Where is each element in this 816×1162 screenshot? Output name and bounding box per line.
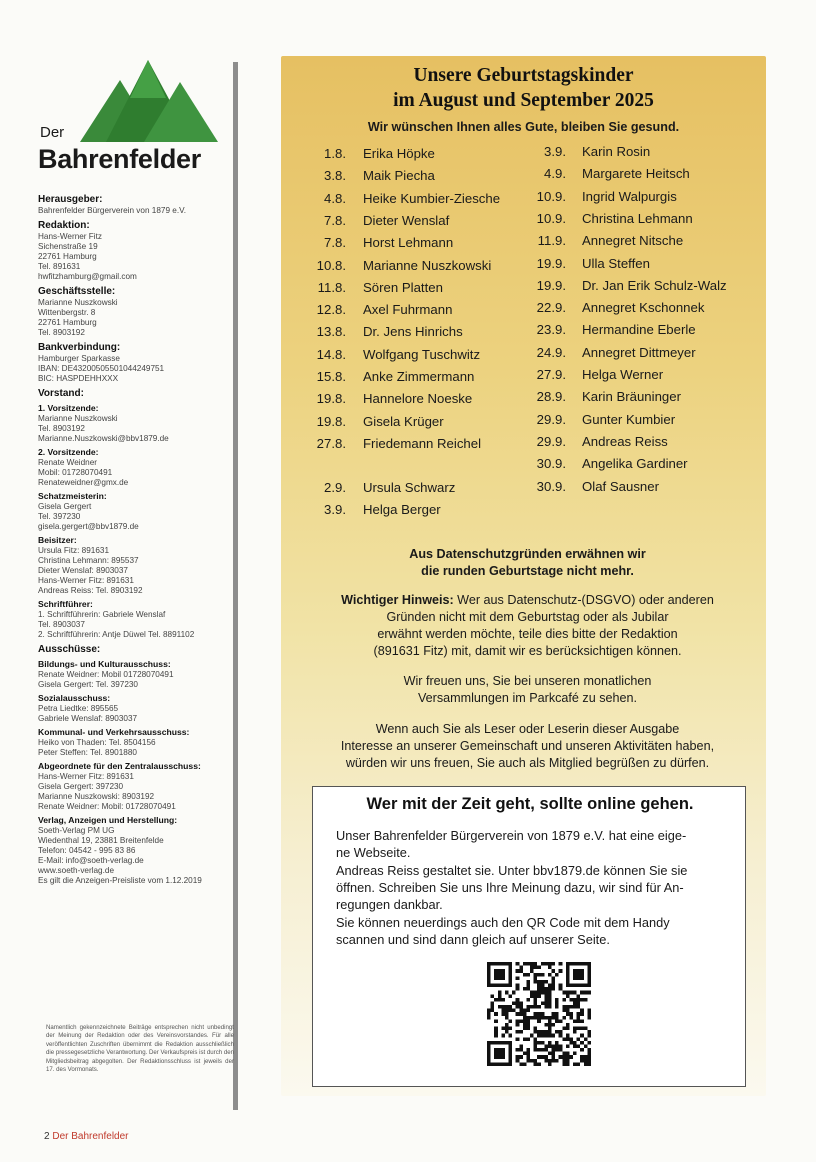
birthday-entry xyxy=(304,435,482,451)
birthday-name: Anke Zimmermann xyxy=(363,369,475,384)
birthday-name: Karin Bräuninger xyxy=(582,389,681,405)
meeting-line-2: Versammlungen im Parkcafé zu sehen. xyxy=(417,691,638,705)
impressum-line: E-Mail: info@soeth-verlag.de xyxy=(38,856,144,865)
birthday-entry xyxy=(524,233,684,249)
footer-title: Der Bahrenfelder xyxy=(52,1131,129,1142)
impressum-line: Marianne.Nuszkowski@bbv1879.de xyxy=(38,434,169,443)
impressum-heading: Verlag, Anzeigen und Herstellung: xyxy=(38,815,178,825)
online-text-line: ne Webseite. xyxy=(336,845,411,861)
privacy-notice xyxy=(305,546,750,580)
birthday-name: Axel Fuhrmann xyxy=(363,302,453,318)
birthday-wish: Wir wünschen Ihnen alles Gute, bleiben Sie gesund. xyxy=(367,120,680,134)
birthday-entry xyxy=(304,413,444,429)
birthday-entry xyxy=(524,367,664,382)
online-text-line: Andreas Reiss gestaltet sie. Unter bbv1879.de können Sie sie xyxy=(336,862,688,878)
birthday-entry xyxy=(304,168,435,184)
birthday-name: Helga Berger xyxy=(363,502,441,518)
birthday-name: Marianne Nuszkowski xyxy=(363,257,492,273)
online-text-line: scannen und sind dann gleich auf unserer Seite. xyxy=(336,931,610,947)
birthday-date: 22.9. xyxy=(536,300,566,316)
important-hint xyxy=(305,592,750,660)
birthday-entry xyxy=(304,324,463,340)
birthday-date: 23.9. xyxy=(536,322,566,338)
impressum-line: Wittenbergstr. 8 xyxy=(38,308,96,317)
impressum-line: Tel. 8903192 xyxy=(38,424,85,433)
birthday-title-line-2: im August und September 2025 xyxy=(393,90,654,111)
logo-prefix: Der xyxy=(40,124,65,141)
impressum-line: Hans-Werner Fitz xyxy=(38,232,102,241)
birthday-entry xyxy=(304,480,456,495)
birthday-entry xyxy=(524,456,688,472)
birthday-entry xyxy=(304,369,475,384)
impressum-heading: Abgeordnete für den Zentralausschuss: xyxy=(38,761,201,771)
fir-trees-icon xyxy=(80,58,220,150)
impressum-line: Marianne Nuszkowski xyxy=(38,414,118,423)
impressum-line: Es gilt die Anzeigen-Preisliste vom 1.12.2019 xyxy=(38,876,202,885)
birthday-name: Annegret Dittmeyer xyxy=(582,344,696,360)
impressum-heading: Schatzmeisterin: xyxy=(38,491,107,501)
birthday-entry xyxy=(524,166,690,182)
birthday-entry xyxy=(524,255,650,271)
birthday-name: Gunter Kumbier xyxy=(582,411,676,427)
impressum-heading: Geschäftsstelle: xyxy=(38,286,116,297)
birthday-date: 3.9. xyxy=(544,144,566,159)
birthday-name: Dr. Jan Erik Schulz-Walz xyxy=(582,277,727,293)
column-divider xyxy=(233,62,238,1110)
impressum-line: IBAN: DE43200505501044249751 xyxy=(38,364,165,373)
impressum-line: Renateweidner@gmx.de xyxy=(38,478,129,487)
impressum-line: 22761 Hamburg xyxy=(38,252,97,261)
birthday-date: 7.8. xyxy=(324,212,346,228)
impressum-line: Hans-Werner Fitz: 891631 xyxy=(38,576,134,585)
birthday-name: Hannelore Noeske xyxy=(363,391,473,407)
impressum-line: Gisela Gergert: 397230 xyxy=(38,782,124,791)
birthday-date: 30.9. xyxy=(536,478,566,494)
meeting-notice xyxy=(305,673,750,707)
online-text-line: öffnen. Schreiben Sie uns Ihre Meinung dazu, wir sind für An- xyxy=(336,879,684,895)
birthday-name: Hermandine Eberle xyxy=(582,322,696,338)
birthday-name: Olaf Sausner xyxy=(582,478,659,494)
impressum-heading: Redaktion: xyxy=(38,220,90,231)
birthday-date: 19.8. xyxy=(316,413,346,429)
birthday-date: 29.9. xyxy=(536,411,566,427)
impressum-line: Renate Weidner: Mobil: 01728070491 xyxy=(38,802,176,811)
impressum-line: Marianne Nuszkowski: 8903192 xyxy=(38,792,155,801)
membership-line-3: würden wir uns freuen, Sie auch als Mitglied begrüßen zu dürfen. xyxy=(345,756,710,770)
birthday-entry xyxy=(524,300,705,316)
birthday-name: Annegret Kschonnek xyxy=(582,300,705,316)
disclaimer-note: Namentlich gekennzeichnete Beiträge entsprechen nicht unbedingt der Meinung der Redaktion oder des Vereinsvorstandes. Für alle veröffentlichten Zuschriften übernimmt die Redaktion ausschließlich die pressegesetzliche Verantwortung. Der Verkaufspreis ist durch den Mitgliedsbeitrag abgegolten. Der Redaktionsschluss ist jeweils der 17. des Vormonats. xyxy=(46,1024,234,1074)
page-footer xyxy=(44,1131,129,1142)
birthday-name: Christina Lehmann xyxy=(582,210,693,226)
birthday-entry xyxy=(304,502,441,518)
impressum-line: 22761 Hamburg xyxy=(38,318,97,327)
birthday-title xyxy=(281,63,766,113)
page-number: 2 xyxy=(44,1131,50,1142)
birthday-name: Helga Werner xyxy=(582,367,664,382)
birthday-name: Dr. Jens Hinrichs xyxy=(363,324,463,340)
birthday-date: 10.9. xyxy=(536,188,566,204)
impressum-heading: Sozialausschuss: xyxy=(38,693,111,703)
birthday-date: 29.9. xyxy=(536,433,566,449)
birthday-name: Dieter Wenslaf xyxy=(363,212,450,228)
birthday-date: 4.8. xyxy=(324,190,346,206)
birthday-name: Maik Piecha xyxy=(363,168,435,184)
online-box xyxy=(312,786,746,1087)
impressum-line: www.soeth-verlag.de xyxy=(38,866,114,875)
birthday-date: 3.9. xyxy=(324,502,346,518)
impressum-line: Sichenstraße 19 xyxy=(38,242,98,251)
impressum-line: hwfitzhamburg@gmail.com xyxy=(38,272,137,281)
impressum xyxy=(38,190,230,886)
birthday-name: Ingrid Walpurgis xyxy=(582,188,677,204)
impressum-line: Andreas Reiss: Tel. 8903192 xyxy=(38,586,143,595)
birthday-date: 12.8. xyxy=(316,302,346,318)
impressum-line: Bahrenfelder Bürgerverein von 1879 e.V. xyxy=(38,206,187,215)
birthday-entry xyxy=(524,144,651,159)
hint-line-4: (891631 Fitz) mit, damit wir es berücksichtigen können. xyxy=(373,644,682,658)
birthday-date: 30.9. xyxy=(536,456,566,472)
impressum-line: Dieter Wenslaf: 8903037 xyxy=(38,566,128,575)
birthday-name: Sören Platten xyxy=(363,279,443,295)
hint-label: Wichtiger Hinweis: xyxy=(341,593,454,607)
birthday-name: Andreas Reiss xyxy=(582,433,668,449)
impressum-line: Christina Lehmann: 895537 xyxy=(38,556,139,565)
birthday-entry xyxy=(524,433,668,449)
impressum-line: Wiedenthal 19, 23881 Breitenfelde xyxy=(38,836,164,845)
birthday-date: 14.8. xyxy=(316,346,346,362)
privacy-line-1: Aus Datenschutzgründen erwähnen wir xyxy=(409,547,646,561)
privacy-line-2: die runden Geburtstage nicht mehr. xyxy=(421,564,634,578)
impressum-line: 2. Schriftführerin: Antje Düwel Tel. 8891102 xyxy=(38,630,195,639)
impressum-line: Renate Weidner: Mobil 01728070491 xyxy=(38,670,174,679)
birthday-entry xyxy=(524,389,681,405)
meeting-line-1: Wir freuen uns, Sie bei unseren monatlichen xyxy=(403,674,652,688)
birthday-entry xyxy=(304,279,443,295)
impressum-line: Mobil: 01728070491 xyxy=(38,468,113,477)
impressum-heading: Beisitzer: xyxy=(38,535,77,545)
impressum-line: Heiko von Thaden: Tel. 8504156 xyxy=(38,738,156,747)
impressum-line: BIC: HASPDEHHXXX xyxy=(38,374,119,383)
birthday-entry xyxy=(524,188,677,204)
impressum-heading: 1. Vorsitzende: xyxy=(38,403,99,413)
birthday-date: 28.9. xyxy=(536,389,566,405)
birthday-name: Heike Kumbier-Ziesche xyxy=(363,190,501,206)
birthday-entry xyxy=(304,146,435,161)
impressum-heading: Kommunal- und Verkehrsausschuss: xyxy=(38,727,190,737)
birthday-name: Horst Lehmann xyxy=(363,235,454,251)
membership-line-2: Interesse an unserer Gemeinschaft und unseren Aktivitäten haben, xyxy=(340,739,715,753)
impressum-heading: Ausschüsse: xyxy=(38,644,101,655)
birthday-date: 15.8. xyxy=(316,369,346,384)
birthday-date: 4.9. xyxy=(544,166,566,182)
birthday-date: 7.8. xyxy=(324,235,346,251)
birthday-date: 19.8. xyxy=(316,391,346,407)
qr-code-icon[interactable] xyxy=(487,962,591,1066)
impressum-line: Peter Steffen: Tel. 8901880 xyxy=(38,748,137,757)
hint-line-3: erwähnt werden möchte, teile dies bitte der Redaktion xyxy=(377,627,678,641)
birthday-entry xyxy=(304,257,492,273)
birthday-date: 11.8. xyxy=(317,279,346,295)
birthday-entry xyxy=(304,235,454,251)
impressum-heading: Schriftführer: xyxy=(38,599,93,609)
birthday-date: 19.9. xyxy=(536,277,566,293)
online-text-line: regungen dankbar. xyxy=(336,897,443,913)
birthday-name: Angelika Gardiner xyxy=(582,456,688,472)
impressum-line: gisela.gergert@bbv1879.de xyxy=(38,522,139,531)
hint-line-2: Gründen nicht mit dem Geburtstag oder als Jubilar xyxy=(386,610,669,624)
impressum-line: Petra Liedtke: 895565 xyxy=(38,704,119,713)
birthday-entry xyxy=(304,346,481,362)
birthday-entry xyxy=(524,210,693,226)
impressum-line: Tel. 397230 xyxy=(38,512,81,521)
membership-notice xyxy=(296,721,759,772)
impressum-line: 1. Schriftführerin: Gabriele Wenslaf xyxy=(38,610,166,619)
impressum-line: Marianne Nuszkowski xyxy=(38,298,118,307)
birthday-name: Karin Rosin xyxy=(582,144,651,159)
birthday-entry xyxy=(304,190,501,206)
birthday-entry xyxy=(524,478,659,494)
birthday-entry xyxy=(524,411,676,427)
impressum-heading: Herausgeber: xyxy=(38,194,103,205)
birthday-date: 13.8. xyxy=(316,324,346,340)
birthday-entry xyxy=(524,344,696,360)
impressum-line: Tel. 8903192 xyxy=(38,328,85,337)
birthday-date: 27.9. xyxy=(536,367,566,382)
birthday-date: 10.8. xyxy=(316,257,346,273)
impressum-heading: Bankverbindung: xyxy=(38,342,121,353)
birthday-name: Annegret Nitsche xyxy=(582,233,684,249)
impressum-heading: Vorstand: xyxy=(38,388,84,399)
logo-name: Bahrenfelder xyxy=(38,144,201,174)
impressum-line: Gabriele Wenslaf: 8903037 xyxy=(38,714,138,723)
hint-line-1: Wer aus Datenschutz-(DSGVO) oder anderen xyxy=(453,593,714,607)
birthday-title-line-1: Unsere Geburtstagskinder xyxy=(413,65,634,86)
birthday-entry xyxy=(524,322,696,338)
birthday-date: 24.9. xyxy=(536,344,566,360)
impressum-line: Soeth-Verlag PM UG xyxy=(38,826,115,835)
membership-line-1: Wenn auch Sie als Leser oder Leserin dieser Ausgabe xyxy=(375,722,680,736)
online-text-line: Sie können neuerdings auch den QR Code mit dem Handy xyxy=(336,914,670,930)
birthday-name: Friedemann Reichel xyxy=(363,435,482,451)
birthday-name: Gisela Krüger xyxy=(363,413,444,429)
online-text-line: Unser Bahrenfelder Bürgerverein von 1879 e.V. hat eine eige- xyxy=(336,828,687,843)
impressum-line: Gisela Gergert: Tel. 397230 xyxy=(38,680,138,689)
birthday-name: Ursula Schwarz xyxy=(363,480,456,495)
impressum-heading: 2. Vorsitzende: xyxy=(38,447,99,457)
birthday-entry xyxy=(304,302,453,318)
birthday-date: 19.9. xyxy=(536,255,566,271)
impressum-line: Telefon: 04542 - 995 83 86 xyxy=(38,846,136,855)
impressum-line: Gisela Gergert xyxy=(38,502,92,511)
impressum-heading: Bildungs- und Kulturausschuss: xyxy=(38,659,171,669)
birthday-date: 10.9. xyxy=(536,210,566,226)
impressum-line: Renate Weidner xyxy=(38,458,98,467)
birthday-entry xyxy=(304,391,473,407)
birthday-name: Erika Höpke xyxy=(363,146,435,161)
masthead-logo xyxy=(36,58,236,176)
impressum-line: Tel. 8903037 xyxy=(38,620,85,629)
birthday-name: Ulla Steffen xyxy=(582,255,650,271)
birthday-date: 3.8. xyxy=(324,168,346,184)
impressum-line: Tel. 891631 xyxy=(38,262,81,271)
birthday-name: Margarete Heitsch xyxy=(582,166,690,182)
birthday-date: 11.9. xyxy=(537,233,566,249)
birthday-date: 1.8. xyxy=(324,146,346,161)
birthday-entry xyxy=(524,277,727,293)
birthday-name: Wolfgang Tuschwitz xyxy=(363,346,481,362)
birthday-date: 2.9. xyxy=(324,480,346,495)
birthday-date: 27.8. xyxy=(316,435,346,451)
birthday-entry xyxy=(304,212,450,228)
impressum-line: Hans-Werner Fitz: 891631 xyxy=(38,772,134,781)
impressum-line: Hamburger Sparkasse xyxy=(38,354,120,363)
impressum-line: Ursula Fitz: 891631 xyxy=(38,546,109,555)
online-title: Wer mit der Zeit geht, sollte online gehen. xyxy=(366,795,694,813)
